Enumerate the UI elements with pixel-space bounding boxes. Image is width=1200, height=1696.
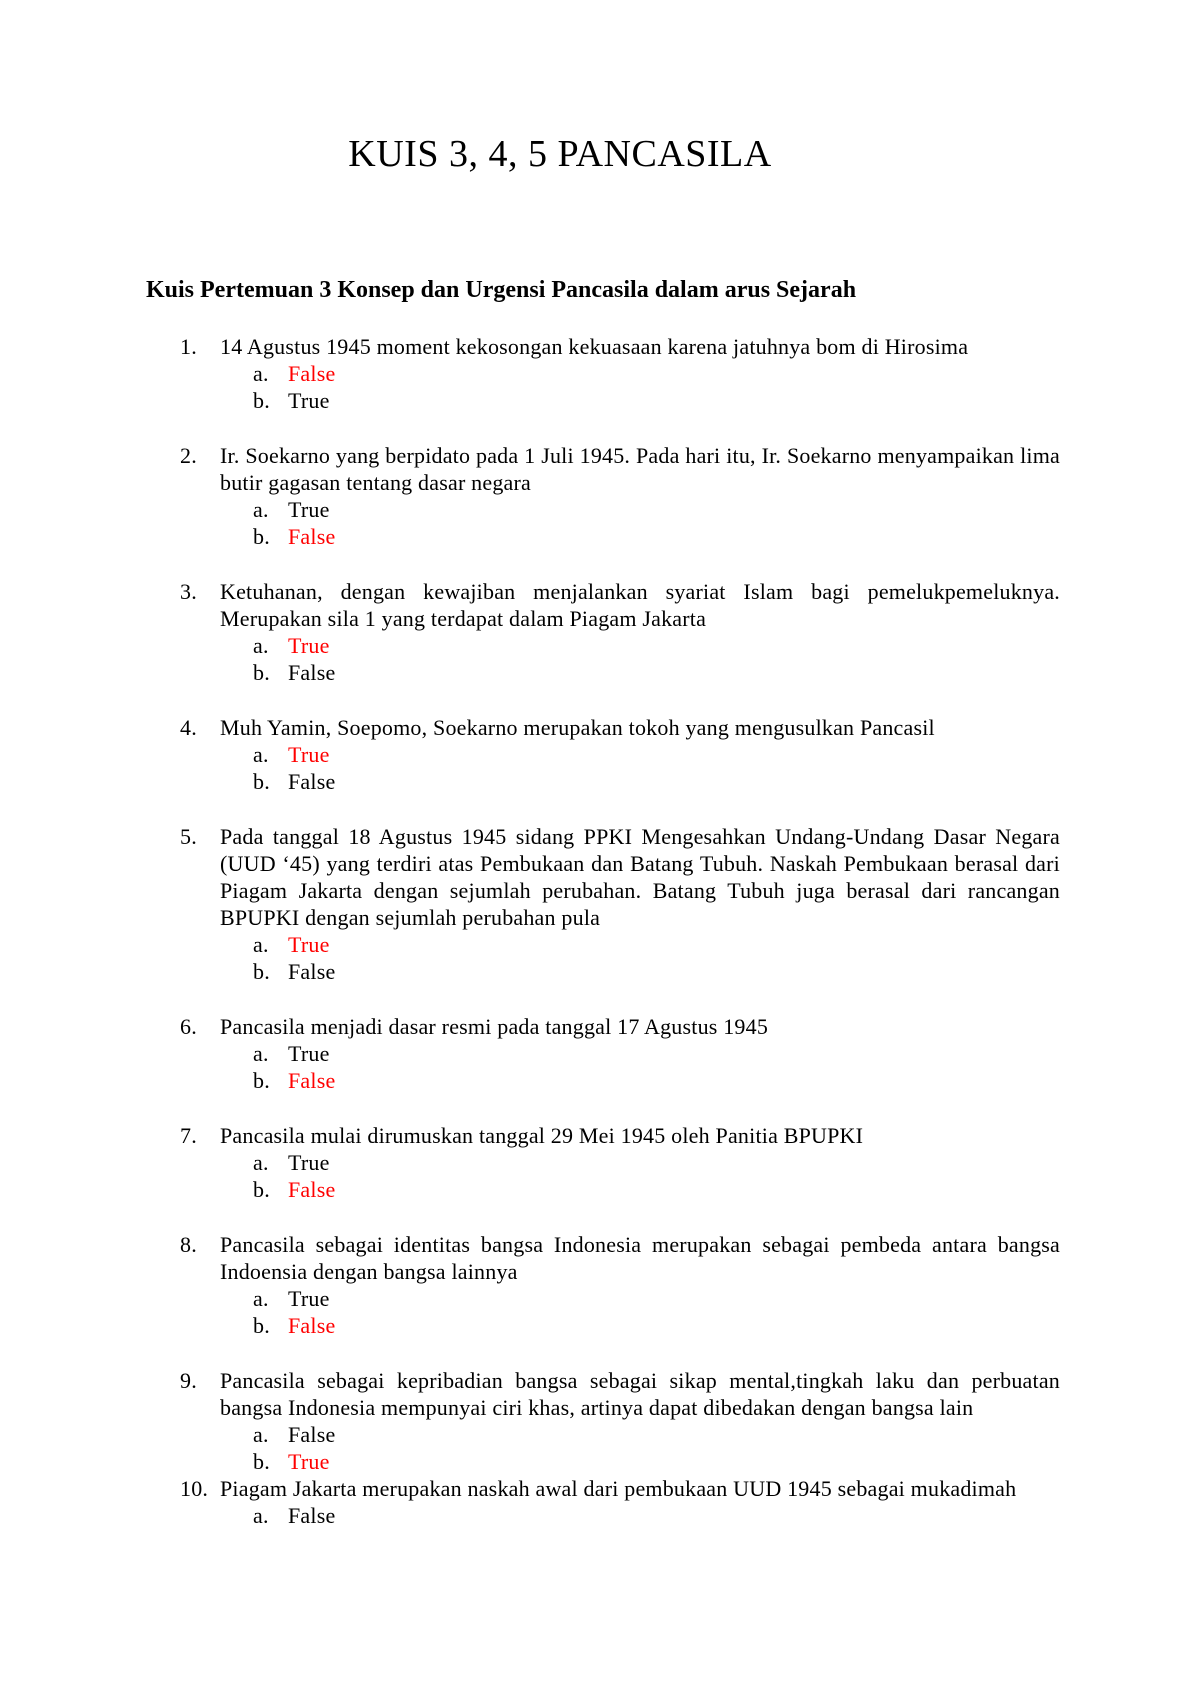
option-label: True — [288, 497, 330, 522]
option-label: False — [288, 1422, 336, 1447]
question-number: 3. — [180, 579, 197, 604]
option-letter: a. — [253, 361, 269, 386]
option-label: True — [288, 1150, 330, 1175]
question-text: Pancasila menjadi dasar resmi pada tanggal 17 Agustus 1945 — [220, 1014, 769, 1039]
question-row — [180, 442, 1060, 496]
option-letter: a. — [253, 497, 269, 522]
question-item — [180, 333, 1060, 414]
option-row — [253, 1149, 1060, 1176]
option-label: False — [288, 1503, 336, 1528]
question-item — [180, 823, 1060, 985]
question-text: Pancasila mulai dirumuskan tanggal 29 Mei 1945 oleh Panitia BPUPKI — [220, 1123, 864, 1148]
question-item — [180, 442, 1060, 550]
option-row — [253, 659, 1060, 686]
option-letter: b. — [253, 660, 270, 685]
option-letter: a. — [253, 1150, 269, 1175]
option-row — [253, 632, 1060, 659]
option-label: True — [288, 1041, 330, 1066]
option-label: False — [288, 1313, 336, 1338]
question-number: 9. — [180, 1368, 197, 1393]
question-item — [180, 578, 1060, 686]
question-item — [180, 1122, 1060, 1203]
option-row — [253, 1502, 1060, 1529]
question-text: Pancasila sebagai identitas bangsa Indonesia merupakan sebagai pembeda antara bangsa Indoensia dengan bangsa lainnya — [220, 1232, 1060, 1284]
question-number: 5. — [180, 824, 197, 849]
option-row — [253, 1285, 1060, 1312]
option-letter: a. — [253, 1422, 269, 1447]
option-row — [253, 360, 1060, 387]
document-title: KUIS 3, 4, 5 PANCASILA — [348, 133, 772, 175]
option-letter: b. — [253, 1177, 270, 1202]
question-list — [0, 333, 1200, 1529]
question-item — [180, 1231, 1060, 1339]
question-row — [180, 1013, 1060, 1040]
option-letter: b. — [253, 388, 270, 413]
option-label: True — [288, 1449, 330, 1474]
question-text: 14 Agustus 1945 moment kekosongan kekuasaan karena jatuhnya bom di Hirosima — [220, 334, 969, 359]
option-letter: a. — [253, 742, 269, 767]
option-row — [253, 1421, 1060, 1448]
option-letter: a. — [253, 932, 269, 957]
option-label: True — [288, 388, 330, 413]
option-letter: b. — [253, 769, 270, 794]
question-row — [180, 1475, 1060, 1502]
question-row — [180, 1231, 1060, 1285]
option-row — [253, 1040, 1060, 1067]
question-item — [180, 1013, 1060, 1094]
question-number: 8. — [180, 1232, 197, 1257]
option-label: True — [288, 1286, 330, 1311]
option-label: True — [288, 742, 330, 767]
question-text: Muh Yamin, Soepomo, Soekarno merupakan tokoh yang mengusulkan Pancasil — [220, 715, 935, 740]
question-text: Ir. Soekarno yang berpidato pada 1 Juli 1945. Pada hari itu, Ir. Soekarno menyampaikan lima butir gagasan tentang dasar negara — [220, 443, 1060, 495]
option-letter: b. — [253, 524, 270, 549]
question-text: Pada tanggal 18 Agustus 1945 sidang PPKI Mengesahkan Undang-Undang Dasar Negara (UUD ‘45) yang terdiri atas Pembukaan dan Batang Tubuh. Naskah Pembukaan berasal dari Piagam Jakarta dengan sejumlah perubahan. Batang Tubuh juga berasal dari rancangan BPUPKI dengan sejumlah perubahan pula — [220, 824, 1060, 930]
question-row — [180, 714, 1060, 741]
option-row — [253, 1067, 1060, 1094]
option-label: False — [288, 769, 336, 794]
question-item — [180, 1475, 1060, 1529]
option-letter: b. — [253, 1313, 270, 1338]
option-letter: a. — [253, 1041, 269, 1066]
option-row — [253, 958, 1060, 985]
option-label: True — [288, 633, 330, 658]
question-row — [180, 1367, 1060, 1421]
option-row — [253, 1448, 1060, 1475]
option-letter: b. — [253, 1449, 270, 1474]
option-label: False — [288, 1177, 336, 1202]
option-row — [253, 1176, 1060, 1203]
section-heading: Kuis Pertemuan 3 Konsep dan Urgensi Pancasila dalam arus Sejarah — [146, 277, 857, 303]
option-row — [253, 931, 1060, 958]
question-number: 1. — [180, 334, 197, 359]
option-label: True — [288, 932, 330, 957]
option-row — [253, 387, 1060, 414]
question-text: Ketuhanan, dengan kewajiban menjalankan syariat Islam bagi pemelukpemeluknya. Merupakan sila 1 yang terdapat dalam Piagam Jakarta — [220, 579, 1060, 631]
option-letter: a. — [253, 633, 269, 658]
option-row — [253, 741, 1060, 768]
question-text: Pancasila sebagai kepribadian bangsa sebagai sikap mental,tingkah laku dan perbuatan bangsa Indonesia mempunyai ciri khas, artinya dapat dibedakan dengan bangsa lain — [220, 1368, 1060, 1420]
question-number: 4. — [180, 715, 197, 740]
option-row — [253, 1312, 1060, 1339]
option-label: False — [288, 1068, 336, 1093]
option-row — [253, 496, 1060, 523]
option-letter: b. — [253, 1068, 270, 1093]
question-item — [180, 714, 1060, 795]
question-text: Piagam Jakarta merupakan naskah awal dari pembukaan UUD 1945 sebagai mukadimah — [220, 1476, 1017, 1501]
question-number: 6. — [180, 1014, 197, 1039]
question-item — [180, 1367, 1060, 1475]
question-row — [180, 823, 1060, 931]
question-number: 7. — [180, 1123, 197, 1148]
option-label: False — [288, 660, 336, 685]
question-number: 2. — [180, 443, 197, 468]
option-label: False — [288, 524, 336, 549]
question-row — [180, 578, 1060, 632]
option-letter: b. — [253, 959, 270, 984]
option-label: False — [288, 361, 336, 386]
option-letter: a. — [253, 1503, 269, 1528]
question-row — [180, 333, 1060, 360]
option-row — [253, 768, 1060, 795]
option-letter: a. — [253, 1286, 269, 1311]
question-row — [180, 1122, 1060, 1149]
option-label: False — [288, 959, 336, 984]
question-number: 10. — [180, 1476, 209, 1501]
option-row — [253, 523, 1060, 550]
